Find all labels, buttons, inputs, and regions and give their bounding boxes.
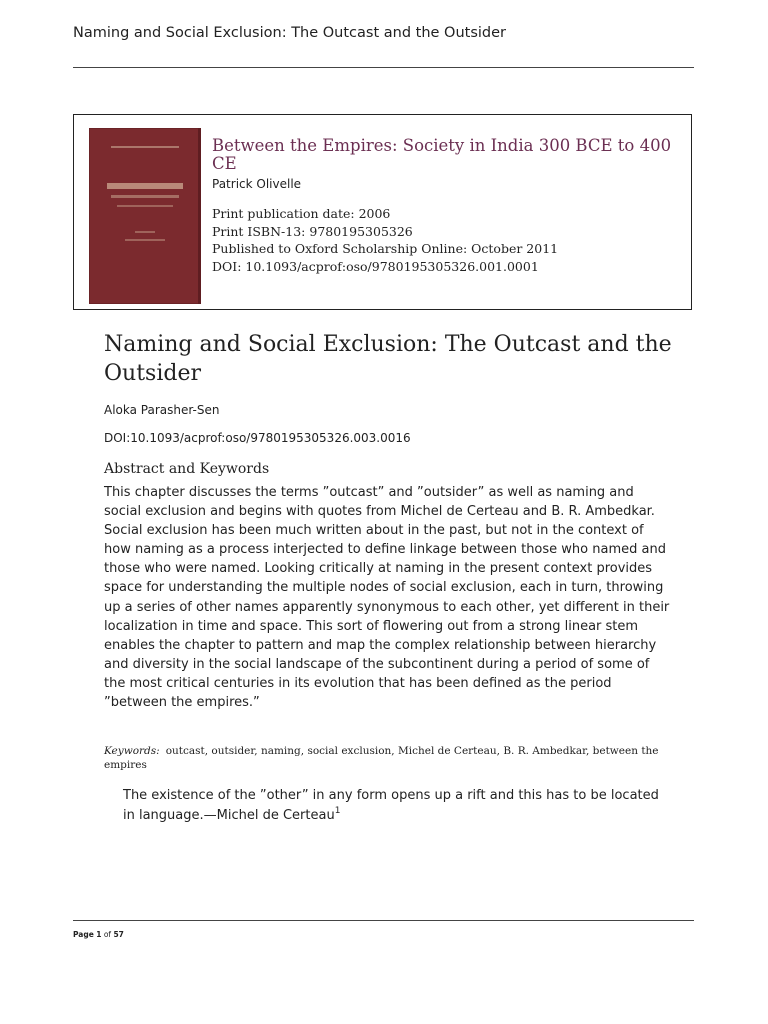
print-isbn: Print ISBN-13: 9780195305326 [212,223,413,239]
abstract-heading: Abstract and Keywords [104,461,270,477]
epigraph-quote [123,786,663,826]
footnote-ref-link[interactable]: 1 [334,806,341,816]
chapter-title: Naming and Social Exclusion: The Outcast and the Outsider [104,332,672,386]
of-label: of [103,930,112,939]
chapter-doi: DOI:10.1093/acprof:oso/9780195305326.003.0016 [104,431,411,445]
page-indicator [73,930,124,939]
cover-subtitle-band [111,195,179,198]
cover-mark-line [135,231,155,233]
cover-editor-line [117,205,173,207]
epigraph-text: The existence of the ”other” in any form opens up a rift and this has to be located in language.—Michel de Certeau [123,788,659,823]
page-label: Page [73,930,94,939]
book-cover-image[interactable] [89,128,201,304]
keywords [104,744,670,772]
running-head: Naming and Social Exclusion: The Outcast and the Outsider [73,25,507,41]
keywords-list: outcast, outsider, naming, social exclusion, Michel de Certeau, B. R. Ambedkar, between the empires [104,745,659,771]
keywords-label: Keywords: [104,745,160,757]
page-number: 1 [96,930,102,939]
book-info-box [73,114,692,310]
total-pages: 57 [113,930,124,939]
book-title-link[interactable]: Between the Empires: Society in India 300 BCE to 400 CE [212,136,672,173]
chapter-author: Aloka Parasher-Sen [104,403,220,417]
header-divider [73,67,694,68]
print-publication-date: Print publication date: 2006 [212,206,391,221]
cover-publisher-line [125,239,165,241]
book-doi: DOI: 10.1093/acprof:oso/9780195305326.001.0001 [212,258,539,274]
footer-divider [73,920,694,921]
published-online-date: Published to Oxford Scholarship Online: October 2011 [212,241,559,256]
abstract-text: This chapter discusses the terms ”outcast” and ”outsider” as well as naming and social exclusion and begins with quotes from Michel de Certeau and B. R. Ambedkar. Social exclusion has been much written about in the past, but not in the context of how naming as a process interjected to define linkage between those who named and those who were named. Looking critically at naming in the present context provides space for understanding the multiple nodes of social exclusion, each in turn, throwing up a series of other names apparently synonymous to each other, yet different in their localization in time and space. This sort of flowering out from a strong linear stem enables the chapter to pattern and map the complex relationship between hierarchy and diversity in the social landscape of the subcontinent during a period of some of the most critical centuries in its evolution that has been defined as the period ”between the empires.” [104,485,670,711]
book-author: Patrick Olivelle [212,177,302,191]
cover-title-band [107,183,183,189]
cover-series-line [111,146,179,148]
book-metadata [212,205,558,275]
